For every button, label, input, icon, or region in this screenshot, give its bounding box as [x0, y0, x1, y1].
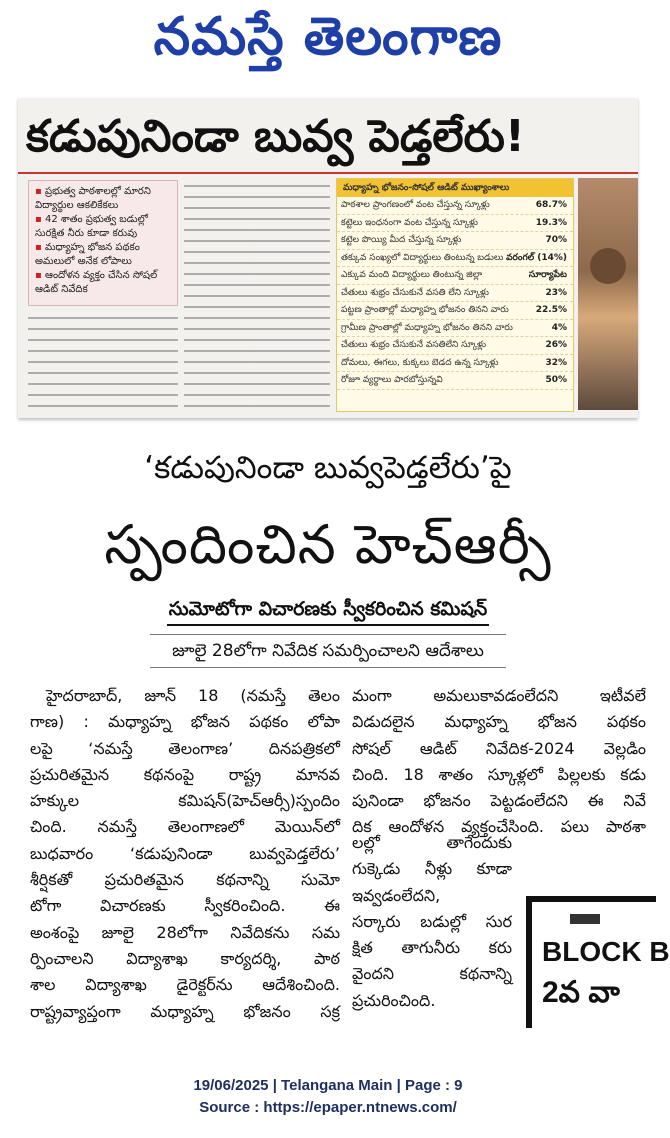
table-row-value: 22.5% [535, 305, 567, 315]
clipping-photo-child-eating [578, 178, 638, 410]
clipping-table-title: మధ్యాహ్న భోజనం-సోషల్ ఆడిట్ ముఖ్యాంశాలు [337, 179, 573, 197]
text-line: టోగా విచారణకు స్వీకరించింది. ఈ [30, 896, 340, 916]
table-row-value: సూర్యాపేట [528, 270, 567, 280]
table-row [337, 285, 573, 303]
table-row-value: 19.3% [535, 217, 567, 228]
table-row-value: 26% [545, 340, 567, 350]
text-line: చింది. 18 శాతం స్కూళ్లలో పిల్లలకు కడు [352, 764, 646, 784]
text-line: హైదరాబాద్, జూన్ 18 (నమస్తే తెలం [46, 686, 340, 705]
ad-subline: 2వ వా [542, 976, 620, 1009]
article-column-1 [30, 683, 340, 1025]
advertisement [526, 896, 670, 1028]
table-row [337, 267, 573, 285]
clipping-headline: కడుపునిండా బువ్వ పెడ్తలేరు! [26, 111, 525, 162]
clipping-body-text [28, 312, 178, 410]
ad-logo [570, 914, 600, 924]
news-clipping-image [18, 98, 638, 418]
table-row-value: 23% [545, 287, 567, 298]
text-line: అంశంపై జూలై 28లోగా నివేదికను సమ [30, 922, 340, 942]
text-line: లల్లో తాగేందుకు [352, 833, 512, 852]
article-column-2-wrap [352, 830, 512, 1014]
table-row [337, 302, 573, 320]
clipping-bullet: ▪ 42 శాతం ప్రభుత్వ బడుల్లో సురక్షిత నీరు కూడా కరువు [35, 213, 171, 241]
text-line: హక్కుల కమిషన్(హెచ్ఆర్సీ)స్పందిం [30, 791, 340, 811]
text-line: చింది. నమస్తే తెలంగాణలో మెయిన్‌లో [30, 817, 340, 837]
article-column-2 [352, 683, 646, 841]
text-line: సోషల్ ఆడిట్ నివేదిక-2024 వెల్లడిం [352, 738, 646, 758]
clipping-bullet: ▪ ఆందోళన వ్యక్తం చేసిన సోషల్ ఆడిట్ నివేదిక [35, 269, 171, 297]
table-row-label: పాఠశాల ప్రాంగణంలో వంట చేస్తున్న స్కూళ్లు [341, 200, 490, 210]
article-headline: స్పందించిన హెచ్‌ఆర్సీ [104, 513, 552, 576]
table-row-label: రోజూ వ్యర్థాలు పారబోస్తున్నవి [341, 375, 443, 385]
footer-dateline: 19/06/2025 | Telangana Main | Page : 9 [193, 1077, 463, 1094]
text-line: బుధవారం ‘కడుపునిండా బువ్వపెడ్తలేరు’ [30, 843, 340, 863]
table-row [337, 320, 573, 338]
table-row-label: కట్టెల పొయ్యి మీద చేస్తున్న స్కూళ్లు [341, 235, 462, 245]
text-line: ఇవ్వడంలేదని, [352, 885, 441, 905]
table-row-label: గ్రామీణ ప్రాంతాల్లో మధ్యాహ్న భోజనం తినని వారు [341, 322, 513, 333]
table-row-value: 70% [545, 235, 567, 245]
text-line: ప్రచురితమైన కథనంపై రాష్ట్ర మానవ [30, 764, 340, 784]
text-line: ర్పించాలని విద్యాశాఖ కార్యదర్శి, పాఠ [30, 948, 340, 968]
table-row-value: 50% [545, 375, 567, 385]
clipping-bullet: ▪ ప్రభుత్వ పాఠశాలల్లో మారని విద్యార్థుల ఆకలికేకలు [35, 185, 171, 213]
clipping-bullet: ▪ మధ్యాహ్న భోజన పథకం అమలులో అనేక లోపాలు [35, 241, 171, 269]
table-row [337, 337, 573, 355]
text-line: మంగా అమలుకావడంలేదని ఇటీవలే [352, 686, 646, 705]
text-line: గుక్కెడు నీళ్లు కూడా [352, 859, 512, 879]
text-line: దిక ఆందోళన వ్యక్తంచేసింది. పలు పాఠశా [352, 817, 646, 837]
clipping-highlights-box [28, 180, 178, 306]
table-row [337, 355, 573, 373]
text-line: వైందని కథనాన్ని [352, 964, 512, 984]
text-line: పునిండా భోజనం పెట్టడంలేదని ఈ నివే [352, 791, 646, 811]
table-row-label: చేతులు శుభ్రం చేసుకునే వసతి లేని స్కూళ్లు [341, 287, 489, 298]
text-line: క్షిత తాగునీరు కరు [352, 938, 512, 958]
text-line: శీర్షికతో ప్రచురితమైన కథనాన్ని సుమో [30, 870, 340, 890]
table-row [337, 215, 573, 233]
article-kicker: ‘కడుపునిండా బువ్వపెడ్తలేరు’పై [144, 450, 512, 486]
footer-source-link[interactable]: Source : https://epaper.ntnews.com/ [199, 1099, 457, 1116]
table-row-label: దోమలు, ఈగలు, కుక్కలు బెడద ఉన్న స్కూళ్లు [341, 357, 499, 368]
table-row-value: 32% [545, 357, 567, 368]
table-row [337, 232, 573, 250]
text-line: విడుదలైన మధ్యాహ్న భోజన పథకం [352, 712, 646, 732]
table-row [337, 197, 573, 215]
text-line: ప్రచురించింది. [352, 990, 436, 1010]
table-row [337, 250, 573, 268]
clipping-divider [18, 172, 638, 174]
text-line: లపై ‘నమస్తే తెలంగాణ’ దినపత్రికలో [30, 738, 340, 758]
article-subheading [0, 594, 656, 626]
text-line: రాష్ట్రవ్యాప్తంగా మధ్యాహ్న భోజనం సక్ర [30, 1001, 340, 1021]
table-row-label: పట్టణ ప్రాంతాల్లో మధ్యాహ్న భోజనం తినని వారు [341, 305, 509, 315]
article-subheading-text: సుమోటోగా విచారణకు స్వీకరించిన కమిషన్ [167, 594, 490, 626]
clipping-stats-table [336, 178, 574, 412]
article-deck [0, 634, 656, 668]
table-row-value: 68.7% [535, 200, 567, 210]
text-line: శాల విద్యాశాఖ డైరెక్టర్‌ను ఆదేశించింది. [30, 975, 340, 995]
text-line: సర్కారు బడుల్లో సుర [352, 911, 512, 931]
clipping-body-text [184, 180, 330, 410]
table-row-label: చేతులు శుభ్రం చేసుకునే వసతిలేని స్కూళ్లు [341, 340, 487, 350]
table-row-label: కట్టెలు ఇంధనంగా వంట చేస్తున్న స్కూళ్లు [341, 217, 478, 228]
table-row [337, 372, 573, 390]
ad-headline: BLOCK B [542, 936, 670, 967]
text-line: గాణ) : మధ్యాహ్న భోజన పథకం లోపా [30, 712, 340, 732]
masthead-title: నమస్తే తెలంగాణ [153, 6, 503, 67]
table-row-label: తక్కువ సంఖ్యలో విద్యార్థులు తింటున్న బడులు [341, 252, 504, 263]
table-row-value: వరంగల్ (14%) [506, 252, 567, 263]
table-row-label: ఎక్కువ మంది విద్యార్థులు తింటున్న జిల్లా [341, 270, 483, 280]
article-deck-text: జూలై 28లోగా నివేదిక సమర్పించాలని ఆదేశాలు [150, 634, 506, 668]
masthead [0, 0, 656, 90]
table-row-value: 4% [551, 322, 567, 333]
